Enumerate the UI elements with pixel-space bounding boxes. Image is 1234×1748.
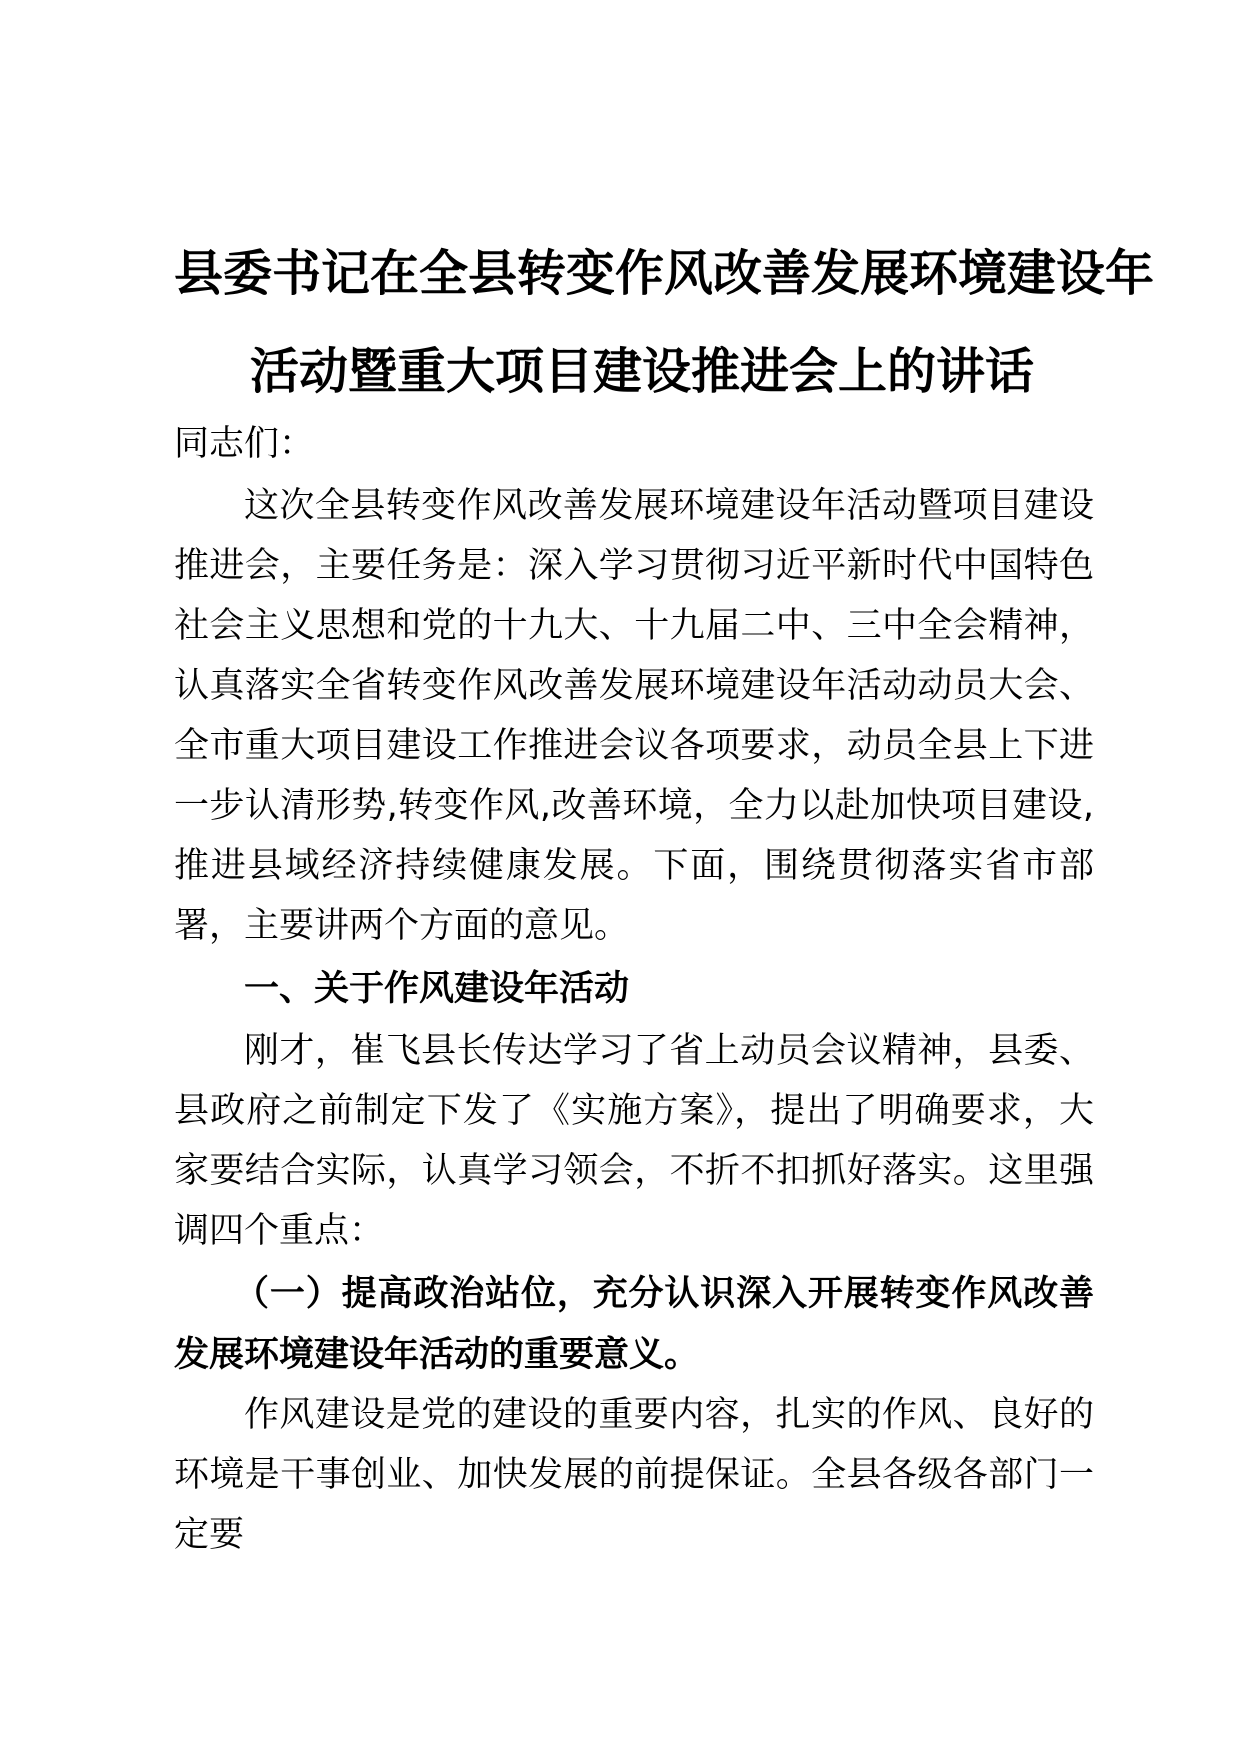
document-title-line-2: 活动暨重大项目建设推进会上的讲话 <box>250 343 1035 400</box>
document-title-line-1: 县委书记在全县转变作风改善发展环境建设年 <box>174 245 1155 302</box>
paragraph-intro: 这次全县转变作风改善发展环境建设年活动暨项目建设推进会，主要任务是：深入学习贯彻习近平新时代中国特色社会主义思想和党的十九大、十九届二中、三中全会精神，认真落实全省转变作风改善发展环境建设年活动动员大会、全市重大项目建设工作推进会议各项要求，动员全县上下进一步认清形势,转变作风,改善环境，全力以赴加快项目建设,推进县域经济持续健康发展。下面，围绕贯彻落实省市部署，主要讲两个方面的意见。 <box>174 486 1094 946</box>
subsection-heading-1: （一）提高政治站位，充分认识深入开展转变作风改善发展环境建设年活动的重要意义。 <box>174 1274 1094 1375</box>
section-heading-1: 一、关于作风建设年活动 <box>244 969 630 1009</box>
paragraph-subsection-1: 作风建设是党的建设的重要内容，扎实的作风、良好的环境是干事创业、加快发展的前提保证。全县各级各部门一定要 <box>174 1395 1094 1555</box>
greeting: 同志们： <box>174 424 315 464</box>
paragraph-section-1: 刚才，崔飞县长传达学习了省上动员会议精神，县委、县政府之前制定下发了《实施方案》，提出了明确要求，大家要结合实际，认真学习领会，不折不扣抓好落实。这里强调四个重点： <box>174 1031 1094 1251</box>
